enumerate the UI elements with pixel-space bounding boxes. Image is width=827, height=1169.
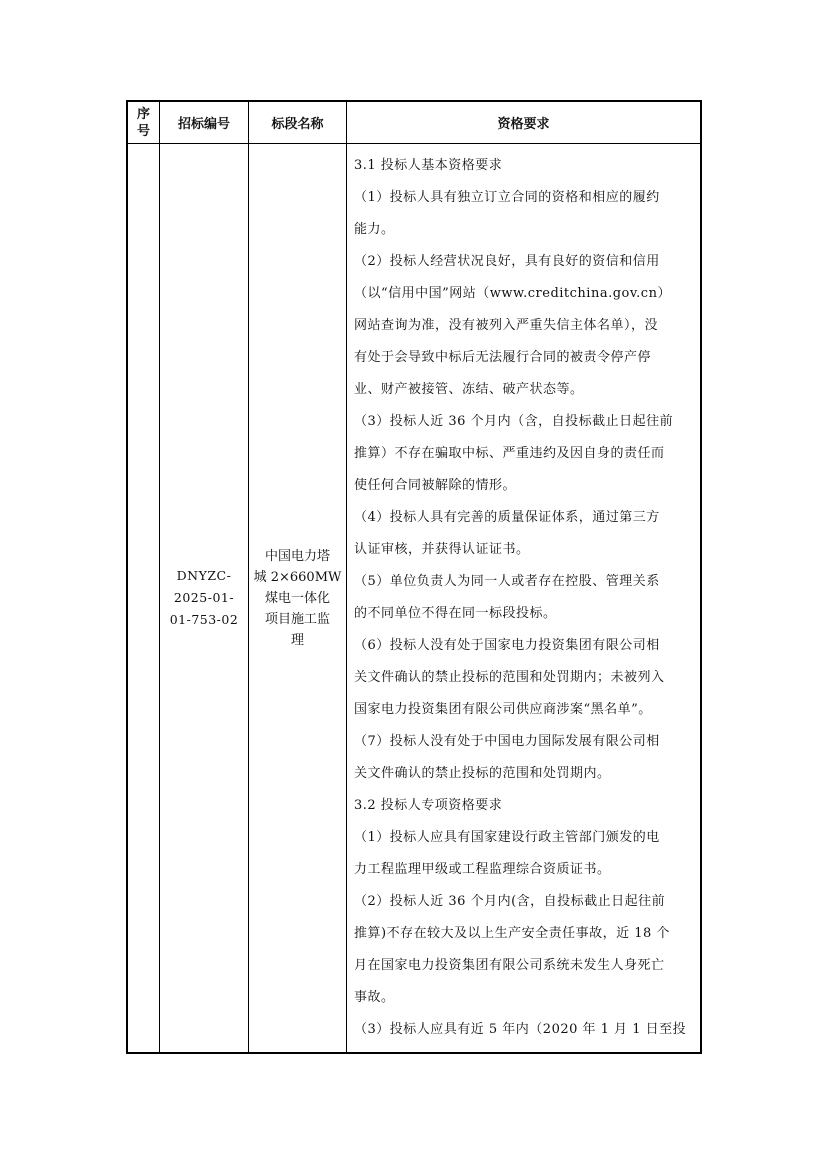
requirement-line: 关文件确认的禁止投标的范围和处罚期内；未被列入: [354, 670, 665, 685]
requirement-line: 认证审核，并获得认证证书。: [354, 542, 530, 557]
requirement-line: （1）投标人具有独立订立合同的资格和相应的履约: [354, 190, 660, 205]
requirement-line: （5）单位负责人为同一人或者存在控股、管理关系: [354, 574, 660, 589]
requirement-line: （7）投标人没有处于中国电力国际发展有限公司相: [354, 734, 660, 749]
requirement-line: （2）投标人经营状况良好，具有良好的资信和信用: [354, 254, 660, 269]
column-divider: [346, 102, 347, 1052]
requirement-line: 月在国家电力投资集团有限公司系统未发生人身死亡: [354, 958, 665, 973]
requirement-line: （3）投标人近 36 个月内（含，自投标截止日起往前: [354, 414, 674, 429]
header-code: 招标编号: [177, 117, 230, 132]
requirement-line: 关文件确认的禁止投标的范围和处罚期内。: [354, 766, 611, 781]
requirement-line: （4）投标人具有完善的质量保证体系，通过第三方: [354, 510, 660, 525]
requirement-line: 推算)不存在较大及以上生产安全责任事故，近 18 个: [354, 926, 670, 941]
requirement-line: 力工程监理甲级或工程监理综合资质证书。: [354, 862, 611, 877]
requirement-line: 能力。: [354, 222, 395, 237]
header-requirements: 资格要求: [497, 117, 550, 132]
requirement-line: 的不同单位不得在同一标段投标。: [354, 606, 557, 621]
requirement-line: 3.2 投标人专项资格要求: [354, 798, 503, 813]
tender-code-line: 01-753-02: [169, 612, 239, 627]
requirement-line: （2）投标人近 36 个月内(含，自投标截止日起往前: [354, 894, 666, 909]
requirement-line: 国家电力投资集团有限公司供应商涉案“黑名单”。: [354, 702, 652, 717]
header-seq-char: 号: [136, 123, 150, 139]
section-name-line: 中国电力塔: [264, 548, 330, 564]
tender-code-cell: [160, 144, 248, 1052]
requirement-line: 推算）不存在骗取中标、严重违约及因自身的责任而: [354, 446, 665, 461]
header-section: 标段名称: [271, 117, 324, 132]
requirement-line: （3）投标人应具有近 5 年内（2020 年 1 月 1 日至投: [354, 1022, 687, 1037]
tender-code-line: 2025-01-: [173, 590, 235, 605]
tender-code-line: DNYZC-: [176, 568, 232, 583]
requirement-line: （以“信用中国”网站（www.creditchina.gov.cn）: [354, 286, 671, 301]
requirement-line: 使任何合同被解除的情形。: [354, 478, 517, 493]
requirement-line: 3.1 投标人基本资格要求: [354, 158, 503, 173]
section-name-line: 煤电一体化: [264, 590, 330, 606]
qualification-table: [126, 100, 702, 1054]
requirement-line: 有处于会导致中标后无法履行合同的被责令停产停: [354, 350, 652, 365]
section-name-line: 城 2×660MW: [253, 569, 342, 585]
section-name-line: 项目施工监: [264, 611, 330, 627]
header-seq: [128, 102, 159, 143]
requirement-line: 业、财产被接管、冻结、破产状态等。: [354, 382, 584, 397]
header-seq-char: 序: [136, 106, 150, 122]
requirement-line: 事故。: [354, 990, 395, 1005]
requirement-line: 网站查询为准，没有被列入严重失信主体名单），没: [354, 318, 659, 333]
requirement-line: （1）投标人应具有国家建设行政主管部门颁发的电: [354, 830, 660, 845]
requirements-cell: [354, 150, 696, 1046]
section-name-cell: [249, 144, 346, 1052]
requirement-line: （6）投标人没有处于国家电力投资集团有限公司相: [354, 638, 660, 653]
section-name-line: 理: [290, 632, 304, 648]
